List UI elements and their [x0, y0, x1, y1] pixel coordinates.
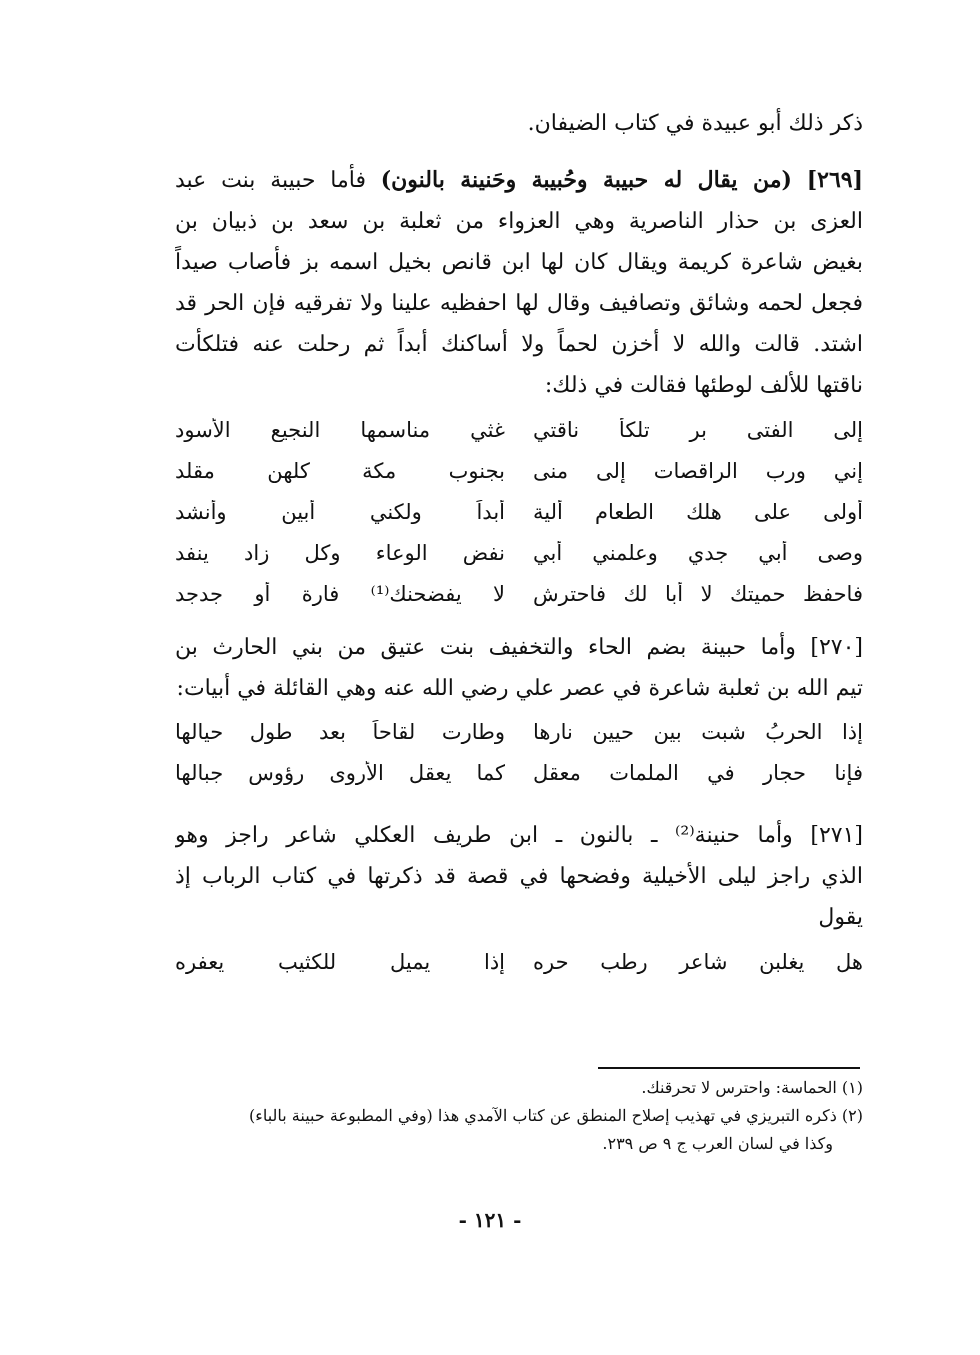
- verse-first-hemistich: أولى على هلك الطعام ألية: [533, 500, 863, 524]
- verse-line: [175, 720, 863, 761]
- verse-first-hemistich: وصى أبي جدي وعلمني أبي: [533, 541, 863, 565]
- entry-269-line-1: [175, 160, 863, 201]
- entry-270-line-1: [٢٧٠] وأما حبينة بضم الحاء والتخفيف بنت عتيق من بني الحارث بن: [175, 635, 863, 660]
- poem-3: [175, 950, 863, 991]
- verse-second-hemistich: غثي مناسمها النجيع الأسود: [175, 418, 505, 442]
- entry-269-line-3: بغيض شاعرة كريمة ويقال كان لها ابن قانص بخيل اسمه بز فأصاب صيداً: [175, 250, 863, 275]
- verse-line: [175, 500, 863, 541]
- entry-269-line-5: اشتد. قالت والله لا أخزن لحماً ولا أساكنك أبداً ثم رحلت عنه فتلكأت: [175, 332, 863, 357]
- entry-269-text: فأما حبيبة بنت عبد: [175, 168, 366, 193]
- page-number: - ١٢١ -: [458, 1208, 522, 1232]
- verse-line: [175, 418, 863, 459]
- entry-269-heading: (من يقال له حبيبة وحُبيبة وحَنينة بالنون): [380, 167, 792, 193]
- poem-1: [175, 418, 863, 623]
- intro-paragraph: [175, 103, 863, 144]
- verse-line: [175, 582, 863, 623]
- verse-line: [175, 761, 863, 802]
- verse-first-hemistich: إني ورب الراقصات إلى منى: [533, 459, 863, 483]
- verse-line: [175, 541, 863, 582]
- footnotes: [165, 1074, 863, 1158]
- verse-second-hemistich: أبداً ولكني أبين وأنشد: [175, 500, 505, 524]
- entry-271: [175, 815, 863, 938]
- verse-first-hemistich: هل يغلبن شاعر رطب حره: [533, 950, 863, 974]
- verse-second-hemistich: كما يعقل الأروى رؤوس جبالها: [175, 761, 505, 785]
- entry-269-line-2: العزى بن حذار الناصرية وهي العزواء من ثعلبة بن سعد بن ذبيان بن: [175, 209, 863, 234]
- entry-270: [175, 627, 863, 709]
- entry-269-line-4: فجعل لحمه وشائق وتصافيف وقال لها احفظيه علينا ولا تفرقيه فإن الحر قد: [175, 291, 863, 316]
- footnote-2-line-1: (٢) ذكره التبريزي في تهذيب إصلاح المنطق عن كتاب الآمدي هذا (وفي المطبوعة حبينة بالباء): [249, 1106, 863, 1125]
- entry-270-line-2: تيم الله بن ثعلبة شاعرة في عصر علي رضي الله عنه وهي القائلة في أبيات:: [176, 676, 863, 701]
- verse-first-hemistich: إذا الحربُ شبت بين حيين نارها: [533, 720, 863, 744]
- verse-second-hemistich: نفض الوعاء وكل زاد ينفد: [175, 541, 505, 565]
- entry-271-line-2: الذي راجز ليلى الأخيلية وفضحها في قصة قد ذكرتها في كتاب الرباب إذ: [175, 864, 863, 889]
- verse-first-hemistich: فإنا حجار في الملمات معقل: [533, 761, 863, 785]
- poem-2: [175, 720, 863, 802]
- entry-271-line-3: يقول: [818, 905, 863, 930]
- entry-271-line-1: [٢٧١] وأما حنينة⁽²⁾ ـ بالنون ـ ابن طريف العكلي شاعر راجز وهو: [175, 823, 863, 848]
- verse-line: [175, 950, 863, 991]
- verse-first-hemistich: إلى الفتى بر تلكأ ناقتي: [533, 418, 863, 442]
- verse-second-hemistich: وطارت لقاحاً بعد طول حيالها: [175, 720, 505, 744]
- footnote-2-line-2: وكذا في لسان العرب ج ٩ ص ٢٣٩.: [602, 1134, 833, 1153]
- verse-first-hemistich: فاحفظ حميتك لا أبا لك فاحترش: [533, 582, 863, 606]
- footnote-divider: [598, 1067, 860, 1069]
- entry-269-number: [٢٦٩]: [806, 167, 863, 193]
- footnote-1: (١) الحماسة: واحترس لا تحرقنك.: [641, 1078, 863, 1097]
- intro-line: ذكر ذلك أبو عبيدة في كتاب الضيفان.: [527, 111, 863, 136]
- entry-269: [175, 160, 863, 406]
- verse-line: [175, 459, 863, 500]
- verse-second-hemistich: لا يفضحنك⁽¹⁾ فارة أو جدجد: [175, 582, 505, 606]
- verse-second-hemistich: بجنوب مكة كلهن مقلد: [175, 459, 505, 483]
- verse-second-hemistich: إذا يميل للكثيب يعفره: [175, 950, 505, 974]
- entry-269-line-6: ناقتها للألف لوطئها فقالت في ذلك:: [544, 373, 863, 398]
